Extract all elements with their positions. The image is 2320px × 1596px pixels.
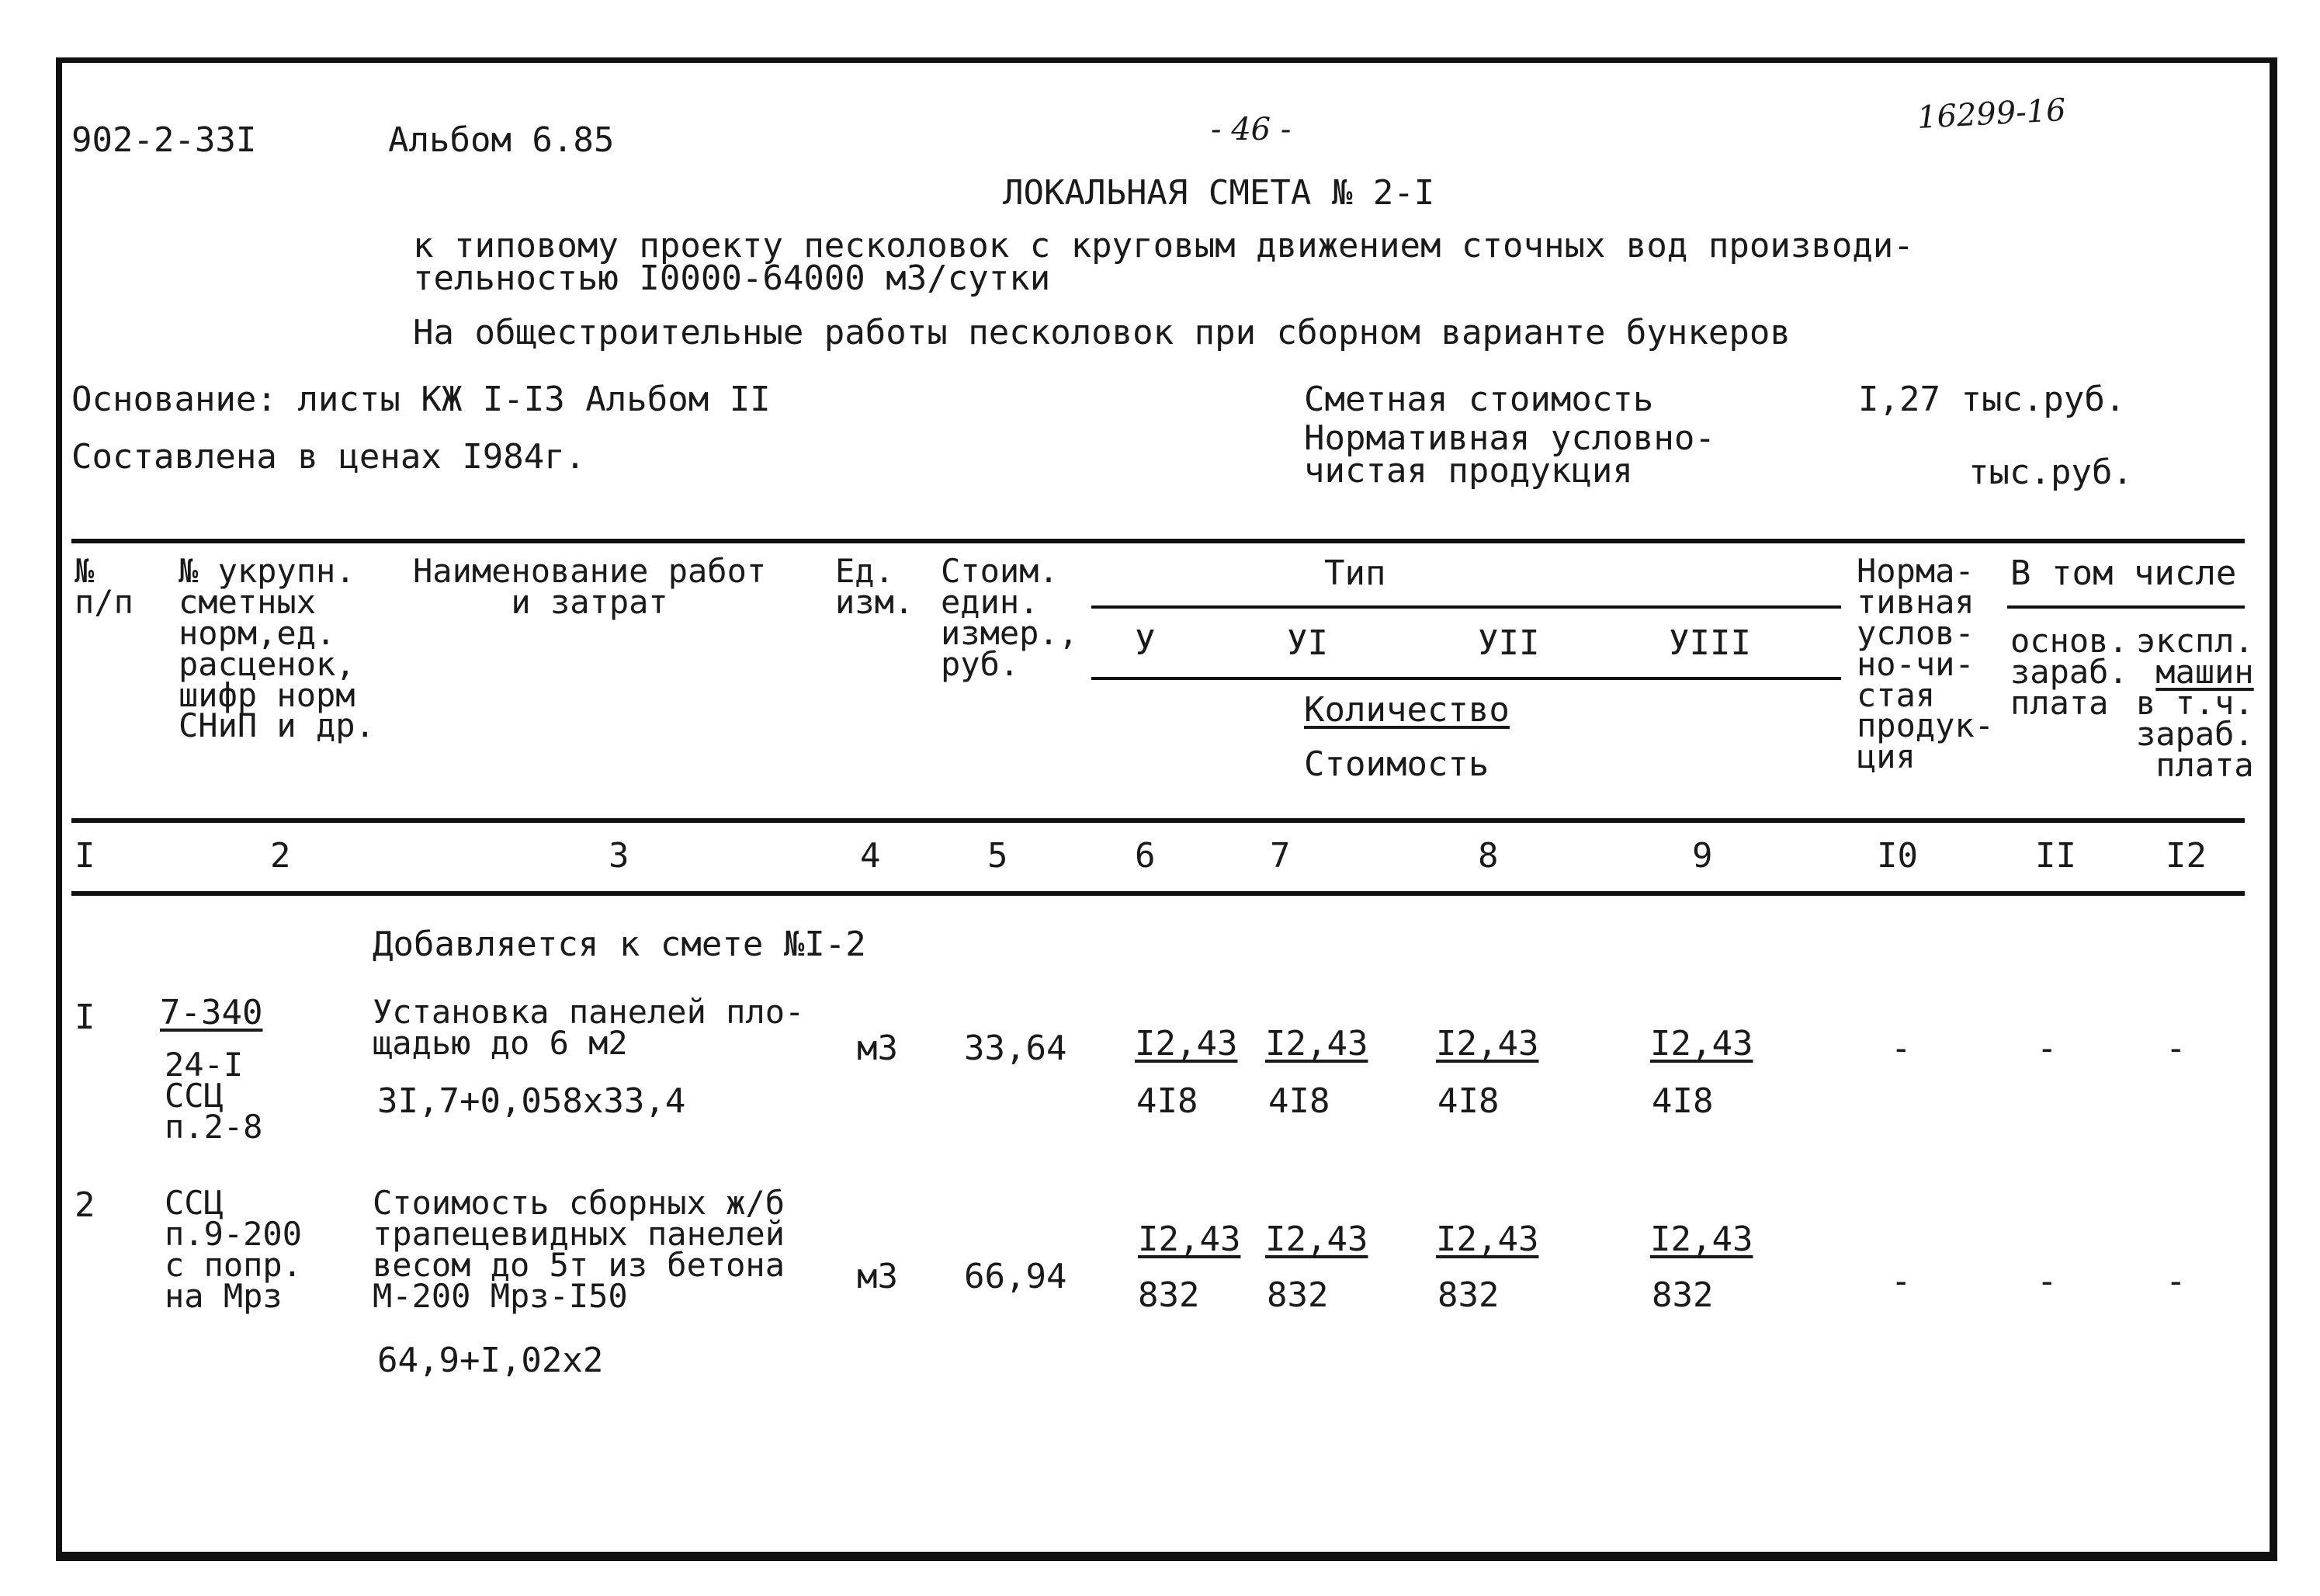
row2-name-line: Стоимость сборных ж/б <box>373 1184 785 1222</box>
row2-qty-u3: I2,43 <box>1650 1220 1753 1259</box>
row1-code-line: п.2-8 <box>165 1107 263 1146</box>
row1-qty-u: I2,43 <box>1135 1024 1238 1063</box>
row2-col12: - <box>2166 1261 2186 1301</box>
row1-cost-u1: 4I8 <box>1268 1081 1330 1121</box>
row1-name <box>373 993 805 1062</box>
col5-line: руб. <box>941 644 1020 683</box>
type-u2: УII <box>1478 623 1540 663</box>
type-group-rule <box>1091 605 1841 609</box>
table-top-rule <box>71 539 2245 543</box>
subtitle-line2: тельностью I0000-64000 м3/сутки <box>413 258 1051 298</box>
row1-code-main: 7-340 <box>160 993 263 1032</box>
col4-header <box>835 552 914 621</box>
page-frame <box>56 57 2277 1561</box>
row2-qty-u: I2,43 <box>1138 1220 1241 1259</box>
colnum-6: 6 <box>1135 836 1156 876</box>
scope-line: На общестроительные работы песколовок при сборном варианте бункеров <box>413 313 1791 352</box>
row2-qty-u2: I2,43 <box>1436 1220 1539 1259</box>
col1-line: № <box>75 552 95 590</box>
row2-code-line: ССЦ <box>165 1184 224 1222</box>
col10-line: тивная <box>1857 582 1975 621</box>
col10-line: стая <box>1857 675 1936 714</box>
row2-code-line: п.9-200 <box>165 1214 303 1253</box>
row2-name-line: трапецевидных панелей <box>373 1214 785 1253</box>
estimate-title: ЛОКАЛЬНАЯ СМЕТА № 2-I <box>1003 173 1435 213</box>
cost-label: Сметная стоимость <box>1304 380 1654 419</box>
col11-line: основ. <box>2010 622 2128 660</box>
row1-code-rest <box>165 1046 263 1146</box>
col5-line: измер., <box>941 613 1079 652</box>
col12-line: машин <box>2155 652 2254 691</box>
numbers-bottom-rule <box>71 891 2245 896</box>
col3-line: и затрат <box>511 582 668 621</box>
norm-label-line1: Нормативная условно- <box>1304 418 1715 458</box>
cost-sublabel: Стоимость <box>1304 744 1489 784</box>
row2-col11: - <box>2037 1261 2058 1301</box>
subtitle-line1: к типовому проекту песколовок с круговым движением сточных вод производи- <box>413 226 1914 265</box>
row2-num: 2 <box>75 1185 95 1225</box>
col12-line: в т.ч. <box>2136 683 2254 722</box>
colnum-1: I <box>75 836 95 876</box>
row1-name-line: щадью до 6 м2 <box>373 1023 628 1062</box>
header-bottom-rule <box>71 818 2245 823</box>
col4-line: Ед. <box>835 552 894 590</box>
row2-unit-cost: 66,94 <box>964 1257 1067 1296</box>
colnum-12: I2 <box>2166 836 2207 876</box>
col2-line: СНиП и др. <box>179 706 375 745</box>
row2-name <box>373 1184 785 1315</box>
col2-line: расценок, <box>179 644 355 683</box>
col12-line: зараб. <box>2136 714 2254 753</box>
col10-line: Норма- <box>1857 552 1975 590</box>
norm-value: тыс.руб. <box>1968 453 2133 492</box>
incl-group-rule <box>2007 605 2245 609</box>
album-label: Альбом 6.85 <box>388 120 615 160</box>
norm-label-line2: чистая продукция <box>1304 451 1633 491</box>
row1-qty-u2: I2,43 <box>1436 1024 1539 1063</box>
col10-line: продук- <box>1857 706 1995 745</box>
row1-unit-cost: 33,64 <box>964 1029 1067 1068</box>
row1-col12: - <box>2166 1029 2186 1068</box>
row1-formula: 3I,7+0,058х33,4 <box>377 1081 686 1121</box>
col5-header <box>941 552 1079 683</box>
prices-line: Составлена в ценах I984г. <box>71 437 586 477</box>
row2-cost-u2: 832 <box>1437 1275 1500 1315</box>
row1-name-line: Установка панелей пло- <box>373 993 805 1031</box>
sheet-stamp: 16299-16 <box>1916 92 2067 136</box>
col2-line: № укрупн. <box>179 552 355 590</box>
col3-header <box>413 552 767 621</box>
col2-line: норм,ед. <box>179 613 336 652</box>
row2-name-line: весом до 5т из бетона <box>373 1245 785 1284</box>
row2-qty-u1: I2,43 <box>1265 1220 1368 1259</box>
colnum-7: 7 <box>1270 836 1291 876</box>
basis-line: Основание: листы КЖ I-I3 Альбом II <box>71 380 771 419</box>
quantity-label: Количество <box>1304 690 1510 730</box>
col11-header <box>2010 622 2128 722</box>
type-u: У <box>1135 623 1156 663</box>
row2-code <box>165 1184 303 1315</box>
colnum-8: 8 <box>1478 836 1499 876</box>
type-u3: УIII <box>1669 623 1751 663</box>
row1-cost-u3: 4I8 <box>1652 1081 1714 1121</box>
type-sub-rule <box>1091 677 1841 680</box>
col11-line: плата <box>2010 683 2109 722</box>
row2-cost-u: 832 <box>1138 1275 1200 1315</box>
row1-num: I <box>75 998 95 1037</box>
row1-cost-u: 4I8 <box>1136 1081 1198 1121</box>
row2-cost-u3: 832 <box>1652 1275 1714 1315</box>
type-group-header: Тип <box>1324 553 1386 593</box>
colnum-10: I0 <box>1877 836 1918 876</box>
row1-cost-u2: 4I8 <box>1437 1081 1500 1121</box>
col5-line: един. <box>941 582 1039 621</box>
col4-line: изм. <box>835 582 914 621</box>
row2-code-line: с попр. <box>165 1245 303 1284</box>
type-u1: УI <box>1287 623 1328 663</box>
colnum-3: 3 <box>609 836 629 876</box>
col10-line: ция <box>1857 737 1916 776</box>
colnum-9: 9 <box>1692 836 1713 876</box>
col12-header <box>2136 622 2254 784</box>
row2-unit: м3 <box>857 1257 898 1296</box>
row2-cost-u1: 832 <box>1267 1275 1329 1315</box>
col3-line: Наименование работ <box>413 552 767 590</box>
row1-col10: - <box>1891 1029 1912 1068</box>
colnum-11: II <box>2035 836 2076 876</box>
project-code: 902-2-33I <box>71 120 257 160</box>
col1-header <box>75 552 134 621</box>
row1-col11: - <box>2037 1029 2058 1068</box>
col10-line: услов- <box>1857 613 1975 652</box>
col2-header <box>179 552 375 745</box>
cost-value: I,27 тыс.руб. <box>1858 380 2126 419</box>
row2-name-line: М-200 Мрз-I50 <box>373 1276 628 1315</box>
row1-qty-u1: I2,43 <box>1265 1024 1368 1063</box>
col2-line: шифр норм <box>179 675 355 714</box>
colnum-2: 2 <box>270 836 291 876</box>
row1-code-line: 24-I <box>165 1046 244 1084</box>
col1-line: п/п <box>75 582 134 621</box>
row1-qty-u3: I2,43 <box>1650 1024 1753 1063</box>
colnum-4: 4 <box>860 836 881 876</box>
row1-unit: м3 <box>857 1029 898 1068</box>
row2-code-line: на Мрз <box>165 1276 283 1315</box>
col10-line: но-чи- <box>1857 644 1975 683</box>
col11-line: зараб. <box>2010 652 2128 691</box>
row1-code-line: ССЦ <box>165 1076 224 1115</box>
section-title: Добавляется к смете №I-2 <box>373 925 866 964</box>
col2-line: сметных <box>179 582 317 621</box>
page-number: - 46 - <box>1211 112 1292 147</box>
col5-line: Стоим. <box>941 552 1059 590</box>
row2-col10: - <box>1891 1261 1912 1301</box>
col12-line: экспл. <box>2136 622 2254 660</box>
colnum-5: 5 <box>987 836 1008 876</box>
col10-header <box>1857 552 1995 776</box>
col12-line: плата <box>2155 745 2254 784</box>
row2-formula: 64,9+I,02х2 <box>377 1341 604 1380</box>
incl-group-header: В том числе <box>2010 553 2237 593</box>
